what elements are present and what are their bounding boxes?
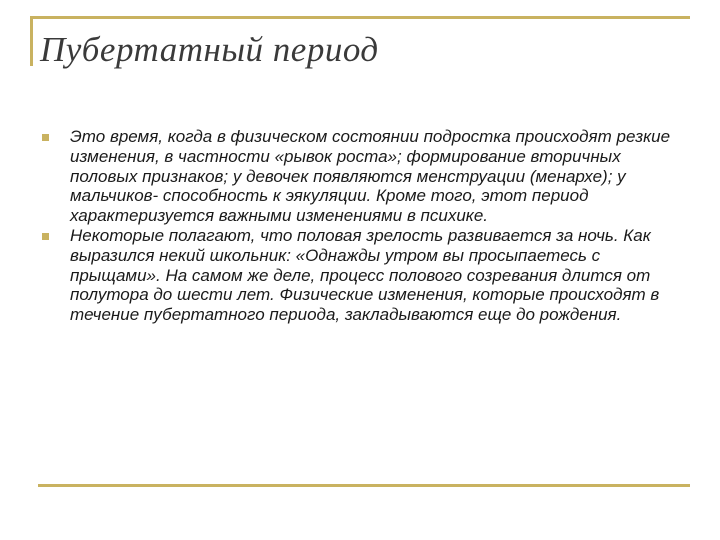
bullet-text: Некоторые полагают, что половая зрелость развивается за ночь. Как выразился некий школьник: «Однажды утром вы просыпаетесь с прыщами». На самом же деле, процесс полового созревания длится от полутора до шести лет. Физические изменения, которые происходят в течение пубертатного периода, закладываются еще до рождения. — [70, 225, 660, 325]
square-bullet-icon — [42, 134, 49, 141]
footer-rule — [38, 484, 690, 487]
title-left-rule — [30, 16, 33, 66]
square-bullet-icon — [42, 233, 49, 240]
bullet-list — [42, 127, 682, 325]
bullet-item — [42, 226, 682, 325]
bullet-text: Это время, когда в физическом состоянии подростка происходят резкие изменения, в частности «рывок роста»; формирование вторичных половых признаков; у девочек появляются менструации (менархе); у мальчиков- способность к эякуляции. Кроме того, этот период характеризуется важными изменениями в психике. — [70, 127, 671, 226]
title-top-rule — [30, 16, 690, 19]
bullet-item — [42, 127, 682, 226]
slide-title: Пубертатный период — [40, 30, 379, 69]
